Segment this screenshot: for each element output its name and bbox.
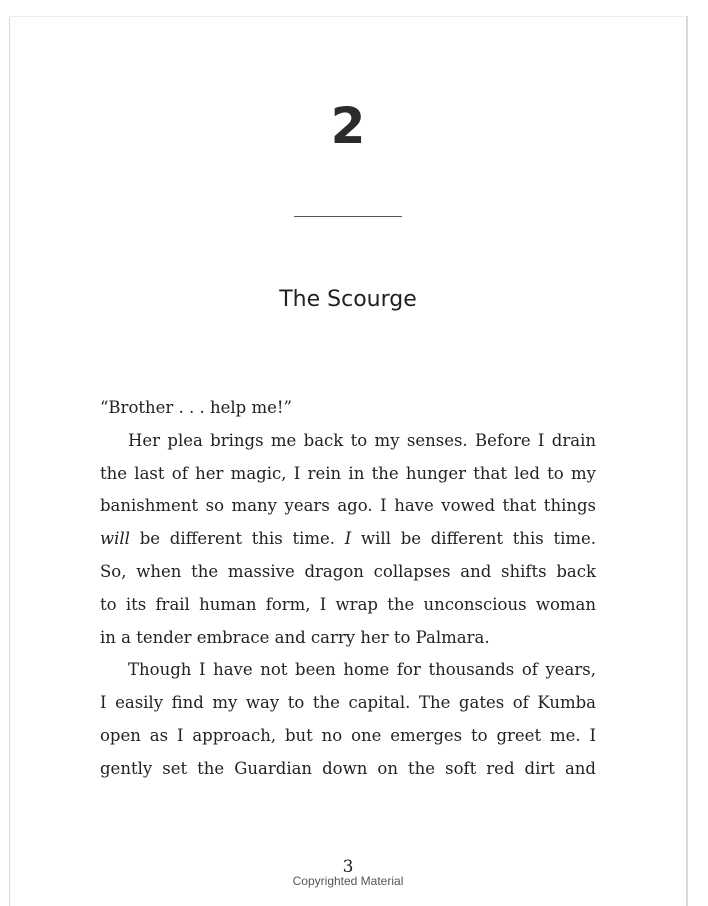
copyright-notice: Copyrighted Material — [292, 874, 404, 888]
body-line: in a tender embrace and carry her to Palmara. — [100, 627, 490, 647]
body-line: open as I approach, but no one emerges to greet me. I — [100, 725, 596, 745]
body-line: “Brother . . . help me!” — [100, 398, 292, 417]
chapter-body — [100, 392, 596, 786]
body-line: gently set the Guardian down on the soft red dirt and — [100, 758, 596, 778]
chapter-divider — [294, 216, 402, 217]
body-fragment: will be different this time. — [361, 529, 596, 549]
body-line: Though I have not been home for thousands of years, — [128, 660, 596, 680]
italic-word: I — [344, 529, 352, 549]
body-fragment: be different this time. — [139, 529, 336, 549]
body-line: Her plea brings me back to my senses. Before I drain — [128, 430, 596, 450]
chapter-number: 2 — [330, 97, 366, 155]
chapter-title: The Scourge — [279, 287, 417, 312]
page-edge-top — [9, 16, 688, 17]
body-line: to its frail human form, I wrap the unconscious woman — [100, 594, 596, 614]
page-number: 3 — [342, 857, 354, 877]
body-line: banishment so many years ago. I have vowed that things — [100, 496, 596, 516]
body-line-mixed — [100, 523, 596, 556]
body-line: So, when the massive dragon collapses and shifts back — [100, 561, 596, 581]
italic-word: will — [100, 529, 130, 549]
body-line: the last of her magic, I rein in the hunger that led to my — [100, 463, 596, 483]
body-line: I easily find my way to the capital. The gates of Kumba — [100, 693, 596, 713]
